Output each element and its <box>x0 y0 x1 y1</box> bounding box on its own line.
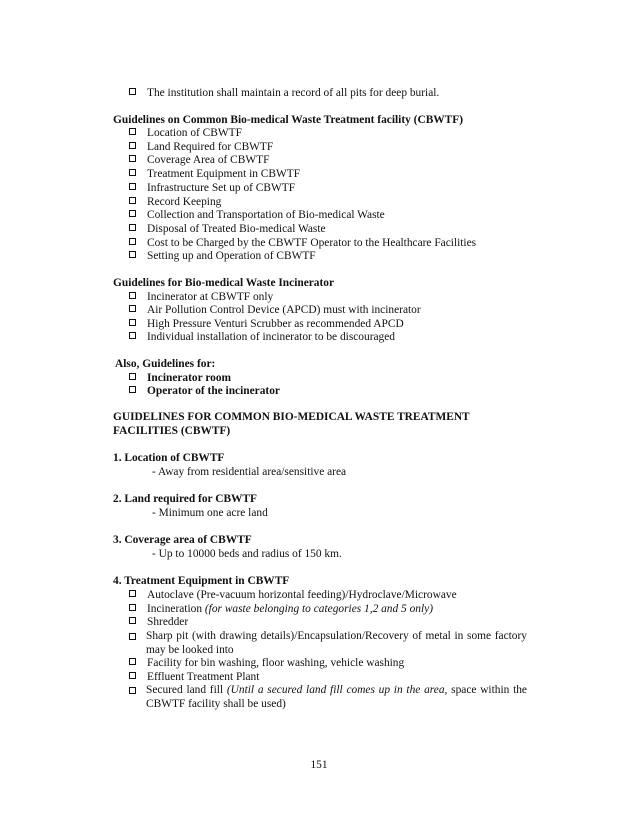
checkbox-bullet-icon <box>129 155 136 162</box>
list-item <box>129 236 476 250</box>
numbered-heading: 3. Coverage area of CBWTF <box>113 534 252 546</box>
list-item <box>129 371 231 385</box>
numbered-detail: - Minimum one acre land <box>152 507 268 519</box>
list-item <box>129 222 326 236</box>
list-item-text: Incineration <box>147 602 205 615</box>
page-number: 151 <box>310 759 328 771</box>
list-item-text: Shredder <box>147 616 189 628</box>
list-item <box>129 629 527 657</box>
section-heading: Guidelines for Bio-medical Waste Incinerator <box>113 277 335 289</box>
list-item-text: Air Pollution Control Device (APCD) must with incinerator <box>147 304 421 316</box>
list-item-text: Infrastructure Set up of CBWTF <box>147 181 296 194</box>
list-item-text: Cost to be Charged by the CBWTF Operator to the Healthcare Facilities <box>147 236 477 249</box>
list-item-text: Land Required for CBWTF <box>147 140 274 153</box>
checkbox-bullet-icon <box>129 332 136 339</box>
main-heading-line-1: GUIDELINES FOR COMMON BIO-MEDICAL WASTE TREATMENT <box>113 411 470 423</box>
list-item-text: High Pressure Venturi Scrubber as recommended APCD <box>147 317 404 330</box>
checkbox-bullet-icon <box>129 197 136 204</box>
checkbox-bullet-icon <box>129 658 136 665</box>
list-item-text: Individual installation of incinerator to be discouraged <box>147 331 395 343</box>
list-item <box>129 167 300 181</box>
checkbox-bullet-icon <box>129 373 136 380</box>
list-item <box>129 602 433 616</box>
checkbox-bullet-icon <box>129 633 136 640</box>
checkbox-bullet-icon <box>129 672 136 679</box>
list-item <box>129 195 221 209</box>
checkbox-bullet-icon <box>129 88 136 95</box>
checkbox-bullet-icon <box>129 210 136 217</box>
list-item-text: Treatment Equipment in CBWTF <box>147 168 301 181</box>
list-item <box>129 670 259 684</box>
numbered-heading: 2. Land required for CBWTF <box>113 493 257 505</box>
list-item <box>129 126 242 140</box>
list-item-text: Location of CBWTF <box>147 127 242 139</box>
list-item-text: Incinerator at CBWTF only <box>147 290 274 303</box>
checkbox-bullet-icon <box>129 169 136 176</box>
checkbox-bullet-icon <box>129 224 136 231</box>
list-item-text: Autoclave (Pre-vacuum horizontal feeding)/Hydroclave/Microwave <box>147 589 457 601</box>
checkbox-bullet-icon <box>129 292 136 299</box>
list-item-text: Effluent Treatment Plant <box>147 670 260 683</box>
section-heading: Also, Guidelines for: <box>115 358 216 370</box>
list-item-text: The institution shall maintain a record of all pits for deep burial. <box>147 87 440 99</box>
checkbox-bullet-icon <box>129 238 136 245</box>
numbered-detail: - Up to 10000 beds and radius of 150 km. <box>152 548 342 560</box>
list-item-plain-text: space within the CBWTF facility shall be used) <box>146 684 527 710</box>
list-item-italic-text: (for waste belonging to categories 1,2 and 5 only) <box>204 602 433 615</box>
list-item <box>129 303 421 317</box>
list-item <box>129 181 295 195</box>
list-item-text: Facility for bin washing, floor washing, vehicle washing <box>147 657 405 669</box>
list-item <box>129 330 395 344</box>
list-item-text: Record Keeping <box>147 195 222 208</box>
list-item-italic-text: (Until a secured land fill comes up in the area, <box>226 684 448 696</box>
checkbox-bullet-icon <box>129 604 136 611</box>
list-item <box>129 153 269 167</box>
list-item <box>129 683 527 711</box>
checkbox-bullet-icon <box>129 183 136 190</box>
list-item-text: Disposal of Treated Bio-medical Waste <box>147 222 326 235</box>
list-item <box>129 615 188 629</box>
list-item-text <box>146 683 527 711</box>
list-item-text: Collection and Transportation of Bio-medical Waste <box>147 209 385 222</box>
checkbox-bullet-icon <box>129 319 136 326</box>
list-item <box>129 317 404 331</box>
list-item <box>129 208 385 222</box>
numbered-heading: 4. Treatment Equipment in CBWTF <box>113 575 290 587</box>
checkbox-bullet-icon <box>129 128 136 135</box>
list-item-text: Sharp pit (with drawing details)/Encapsulation/Recovery of metal in some factory may be looked into <box>146 629 527 656</box>
checkbox-bullet-icon <box>129 386 136 393</box>
list-item <box>129 290 273 304</box>
checkbox-bullet-icon <box>129 590 136 597</box>
list-item <box>129 140 273 154</box>
list-item <box>129 249 316 263</box>
list-item-text: Operator of the incinerator <box>147 385 280 397</box>
main-heading-line-2: FACILITIES (CBWTF) <box>113 425 231 437</box>
list-item-text: Coverage Area of CBWTF <box>147 154 270 167</box>
checkbox-bullet-icon <box>129 687 136 694</box>
list-item-text: Incinerator room <box>147 371 232 384</box>
numbered-detail: - Away from residential area/sensitive area <box>152 466 347 478</box>
checkbox-bullet-icon <box>129 617 136 624</box>
numbered-heading: 1. Location of CBWTF <box>113 452 225 464</box>
list-item <box>129 86 439 100</box>
section-heading: Guidelines on Common Bio-medical Waste Treatment facility (CBWTF) <box>113 114 464 126</box>
list-item <box>129 656 404 670</box>
list-item <box>129 588 457 602</box>
list-item <box>129 384 280 398</box>
checkbox-bullet-icon <box>129 305 136 312</box>
checkbox-bullet-icon <box>129 142 136 149</box>
list-item-plain-text: Secured land fill <box>146 684 227 696</box>
list-item-text: Setting up and Operation of CBWTF <box>147 250 316 263</box>
checkbox-bullet-icon <box>129 251 136 258</box>
